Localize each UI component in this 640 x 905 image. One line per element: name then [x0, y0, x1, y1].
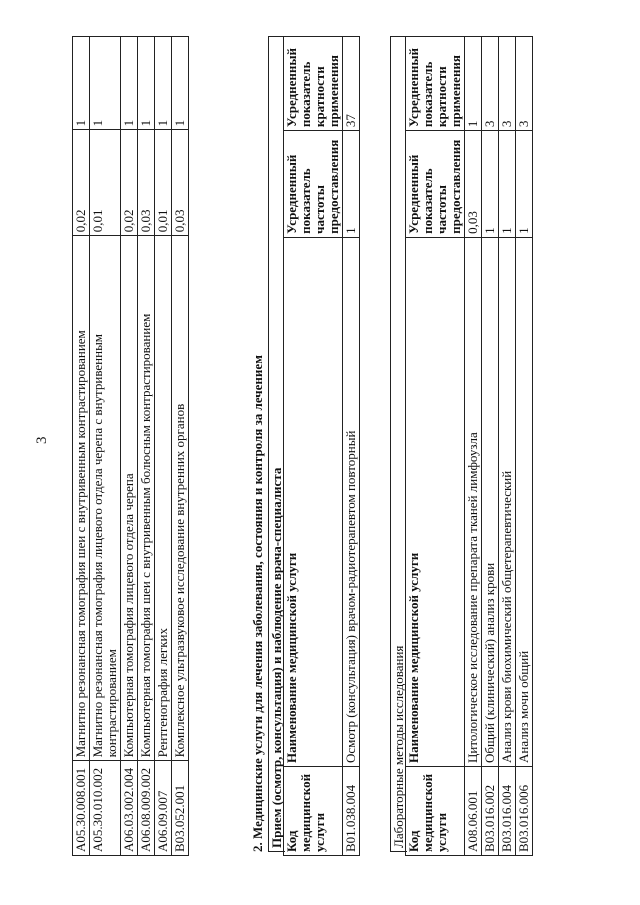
cell-name: Комплексное ультразвуковое исследование внутренних органов — [172, 236, 189, 761]
cell-code: A06.08.009.002 — [138, 761, 155, 856]
header-name: Наименование медицинской услуги — [284, 237, 343, 766]
header-code: Код медицинской услуги — [406, 767, 465, 856]
cell-freq: 0,02 — [73, 130, 90, 236]
cell-name: Осмотр (консультация) врачом-радиотерапевтом повторный — [343, 237, 360, 766]
cell-code: B03.016.004 — [499, 767, 516, 856]
cell-mult: 1 — [155, 37, 172, 130]
header-freq: Усредненный показатель частоты предоставления — [406, 131, 465, 238]
cell-freq: 0,01 — [155, 130, 172, 236]
cell-code: B03.052.001 — [172, 761, 189, 856]
page-number: 3 — [34, 436, 50, 444]
cell-freq: 0,03 — [465, 131, 482, 238]
table-row — [465, 37, 482, 856]
cell-code: B03.016.006 — [516, 767, 533, 856]
subsection-title-reception: Прием (осмотр, консультация) и наблюдение врача-специалиста — [268, 36, 285, 852]
cell-mult: 1 — [73, 37, 90, 130]
header-mult: Усредненный показатель кратности применения — [406, 37, 465, 131]
cell-code: A05.30.008.001 — [73, 761, 90, 856]
cell-name: Анализ крови биохимический общетерапевтический — [499, 237, 516, 766]
cell-name: Компьютерная томография лицевого отдела черепа — [121, 236, 138, 761]
table-row — [90, 37, 121, 856]
cell-name: Магнитно резонансная томография шеи с внутривенным контрастированием — [73, 236, 90, 761]
cell-name: Цитологическое исследование препарата тканей лимфоузла — [465, 237, 482, 766]
cell-mult: 1 — [90, 37, 121, 130]
cell-mult: 3 — [482, 37, 499, 131]
section-title: 2. Медицинские услуги для лечения заболевания, состояния и контроля за лечением — [250, 354, 265, 852]
cell-name: Рентгенография легких — [155, 236, 172, 761]
header-name: Наименование медицинской услуги — [406, 237, 465, 766]
cell-name: Компьютерная томография шеи с внутривенным болюсным контрастированием — [138, 236, 155, 761]
cell-mult: 3 — [516, 37, 533, 131]
cell-code: B03.016.002 — [482, 767, 499, 856]
cell-freq: 0,01 — [90, 130, 121, 236]
cell-freq: 1 — [343, 131, 360, 238]
table-row — [482, 37, 499, 856]
cell-mult: 37 — [343, 37, 360, 131]
cell-name: Магнитно резонансная томография лицевого отдела черепа с внутривенным контрастированием — [90, 236, 121, 761]
cell-mult: 1 — [172, 37, 189, 130]
cell-mult: 1 — [121, 37, 138, 130]
cell-freq: 0,03 — [172, 130, 189, 236]
cell-code: A06.09.007 — [155, 761, 172, 856]
cell-freq: 1 — [482, 131, 499, 238]
reception-table — [283, 36, 360, 856]
cell-name: Анализ мочи общий — [516, 237, 533, 766]
table-row — [172, 37, 189, 856]
cell-code: A05.30.010.002 — [90, 761, 121, 856]
cell-code: A08.06.001 — [465, 767, 482, 856]
cell-mult: 1 — [465, 37, 482, 131]
table-row — [499, 37, 516, 856]
header-freq: Усредненный показатель частоты предоставления — [284, 131, 343, 238]
cell-freq: 1 — [516, 131, 533, 238]
header-row — [406, 37, 465, 856]
table-row — [516, 37, 533, 856]
table-row — [138, 37, 155, 856]
header-row — [284, 37, 343, 856]
table-row — [155, 37, 172, 856]
cell-mult: 3 — [499, 37, 516, 131]
table-row — [121, 37, 138, 856]
header-code: Код медицинской услуги — [284, 767, 343, 856]
lab-table — [405, 36, 533, 856]
cell-name: Общий (клинический) анализ крови — [482, 237, 499, 766]
cell-code: A06.03.002.004 — [121, 761, 138, 856]
cell-freq: 0,03 — [138, 130, 155, 236]
header-mult: Усредненный показатель кратности применения — [284, 37, 343, 131]
cell-freq: 0,02 — [121, 130, 138, 236]
table-row — [343, 37, 360, 856]
cell-code: B01.038.004 — [343, 767, 360, 856]
page-content — [72, 36, 632, 856]
subsection-title-lab: Лабораторные методы исследования — [390, 36, 407, 852]
cell-freq: 1 — [499, 131, 516, 238]
cell-mult: 1 — [138, 37, 155, 130]
services-table-top — [72, 36, 189, 856]
table-row — [73, 37, 90, 856]
